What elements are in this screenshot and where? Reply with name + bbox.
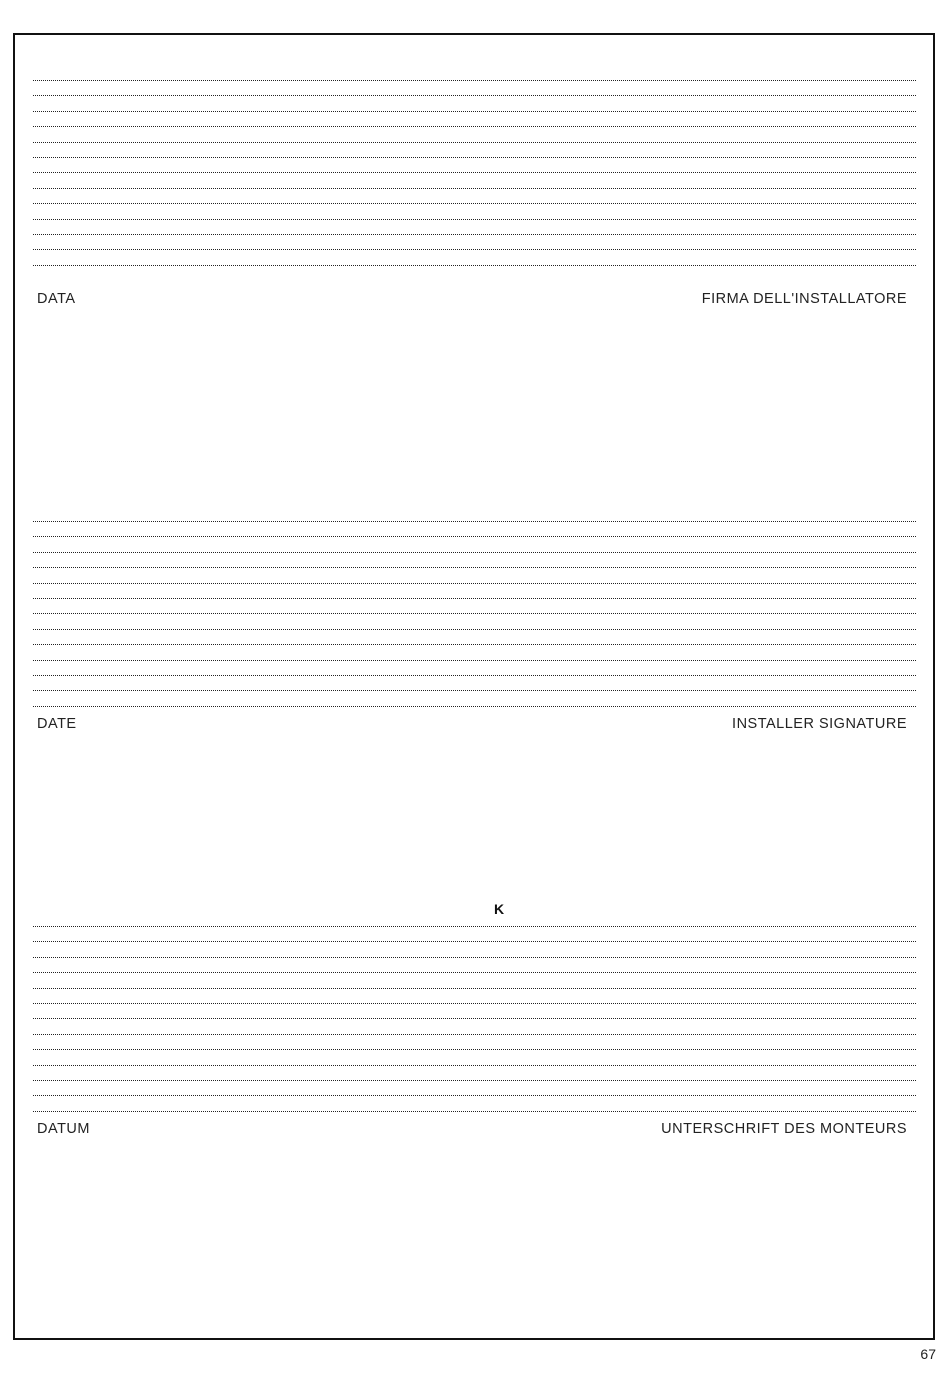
dotted-line bbox=[33, 552, 916, 553]
dotted-line bbox=[33, 583, 916, 584]
dotted-line bbox=[33, 972, 916, 973]
dotted-line bbox=[33, 157, 916, 158]
dotted-line bbox=[33, 675, 916, 676]
dotted-line bbox=[33, 265, 916, 266]
dotted-line bbox=[33, 521, 916, 522]
dotted-line bbox=[33, 111, 916, 112]
dotted-line bbox=[33, 1080, 916, 1081]
dotted-line bbox=[33, 660, 916, 661]
dotted-line bbox=[33, 203, 916, 204]
dotted-line bbox=[33, 249, 916, 250]
dotted-line bbox=[33, 126, 916, 127]
dotted-line bbox=[33, 644, 916, 645]
dotted-line bbox=[33, 1003, 916, 1004]
dotted-line bbox=[33, 142, 916, 143]
dotted-line bbox=[33, 706, 916, 707]
dotted-line bbox=[33, 234, 916, 235]
dotted-line bbox=[33, 1065, 916, 1066]
dotted-line bbox=[33, 95, 916, 96]
dotted-line bbox=[33, 1018, 916, 1019]
signature-label-german: UNTERSCHRIFT DES MONTEURS bbox=[661, 1121, 907, 1137]
notes-lines-german[interactable] bbox=[33, 926, 916, 1126]
signature-label-english: INSTALLER SIGNATURE bbox=[732, 716, 907, 732]
signature-label-italian: FIRMA DELL'INSTALLATORE bbox=[701, 291, 907, 307]
date-label-english: DATE bbox=[37, 716, 77, 732]
page-number: 67 bbox=[920, 1346, 936, 1362]
dotted-line bbox=[33, 957, 916, 958]
notes-lines-english[interactable] bbox=[33, 521, 916, 721]
dotted-line bbox=[33, 629, 916, 630]
date-label-german: DATUM bbox=[37, 1121, 90, 1137]
dotted-line bbox=[33, 988, 916, 989]
dotted-line bbox=[33, 188, 916, 189]
dotted-line bbox=[33, 536, 916, 537]
dotted-line bbox=[33, 690, 916, 691]
date-label-italian: DATA bbox=[37, 291, 76, 307]
dotted-line bbox=[33, 941, 916, 942]
dotted-line bbox=[33, 1049, 916, 1050]
dotted-line bbox=[33, 926, 916, 927]
notes-lines-italian[interactable] bbox=[33, 80, 916, 280]
dotted-line bbox=[33, 80, 916, 81]
section-marker: K bbox=[494, 901, 505, 917]
dotted-line bbox=[33, 1111, 916, 1112]
dotted-line bbox=[33, 1034, 916, 1035]
dotted-line bbox=[33, 613, 916, 614]
dotted-line bbox=[33, 598, 916, 599]
dotted-line bbox=[33, 567, 916, 568]
dotted-line bbox=[33, 219, 916, 220]
dotted-line bbox=[33, 1095, 916, 1096]
dotted-line bbox=[33, 172, 916, 173]
